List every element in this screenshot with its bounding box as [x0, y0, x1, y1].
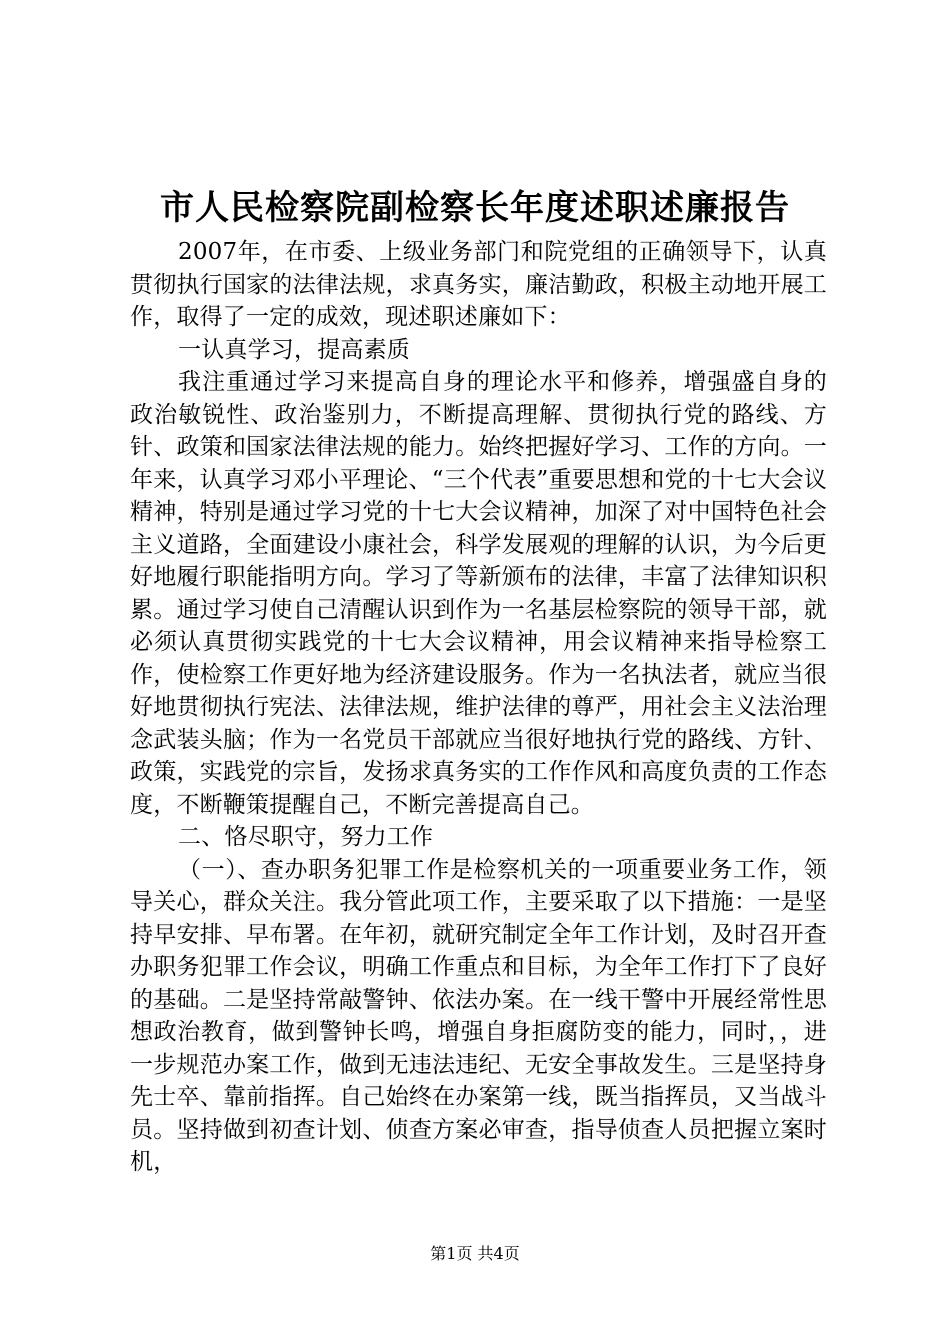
document-title: 市人民检察院副检察长年度述职述廉报告	[160, 188, 790, 228]
section-heading-1: 一认真学习，提高素质	[178, 336, 410, 363]
paragraph-study: 我注重通过学习来提高自身的理论水平和修养，增强盛自身的政治敏锐性、政治鉴别力，不断提高理解、贯彻执行党的路线、方针、政策和国家法律法规的能力。始终把握好学习、工作的方向。一年来，认真学习邓小平理论、“三个代表”重要思想和党的十七大会议精神，特别是通过学习党的十七大会议精神，加深了对中国特色社会主义道路，全面建设小康社会，科学发展观的理解的认识，为今后更好地履行职能指明方向。学习了等新颁布的法律，丰富了法律知识积累。通过学习使自己清醒认识到作为一名基层检察院的领导干部，就必须认真贯彻实践党的十七大会议精神，用会议精神来指导检察工作，使检察工作更好地为经济建设服务。作为一名执法者，就应当很好地贯彻执行宪法、法律法规，维护法律的尊严，用社会主义法治理念武装头脑；作为一名党员干部就应当很好地执行党的路线、方针、政策，实践党的宗旨，发扬求真务实的工作作风和高度负责的工作态度，不断鞭策提醒自己，不断完善提高自己。	[130, 369, 827, 818]
paragraph-intro: 2007年，在市委、上级业务部门和院党组的正确领导下，认真贯彻执行国家的法律法规，求真务实，廉洁勤政，积极主动地开展工作，取得了一定的成效，现述职述廉如下：	[130, 239, 827, 330]
section-heading-2: 二、恪尽职守，努力工作	[178, 824, 434, 850]
page-footer: 第1页 共4页	[430, 1244, 520, 1263]
paragraph-work: （一）、查办职务犯罪工作是检察机关的一项重要业务工作，领导关心，群众关注。我分管此项工作，主要采取了以下措施：一是坚持早安排、早布署。在年初，就研究制定全年工作计划，及时召开查办职务犯罪工作会议，明确工作重点和目标，为全年工作打下了良好的基础。二是坚持常敲警钟、依法办案。在一线干警中开展经常性思想政治教育，做到警钟长鸣，增强自身拒腐防变的能力，同时，，进一步规范办案工作，做到无违法违纪、无安全事故发生。三是坚持身先士卒、靠前指挥。自己始终在办案第一线，既当指挥员，又当战斗员。坚持做到初查计划、侦查方案必审查，指导侦查人员把握立案时机，	[130, 856, 827, 1175]
document-body	[130, 236, 827, 1179]
